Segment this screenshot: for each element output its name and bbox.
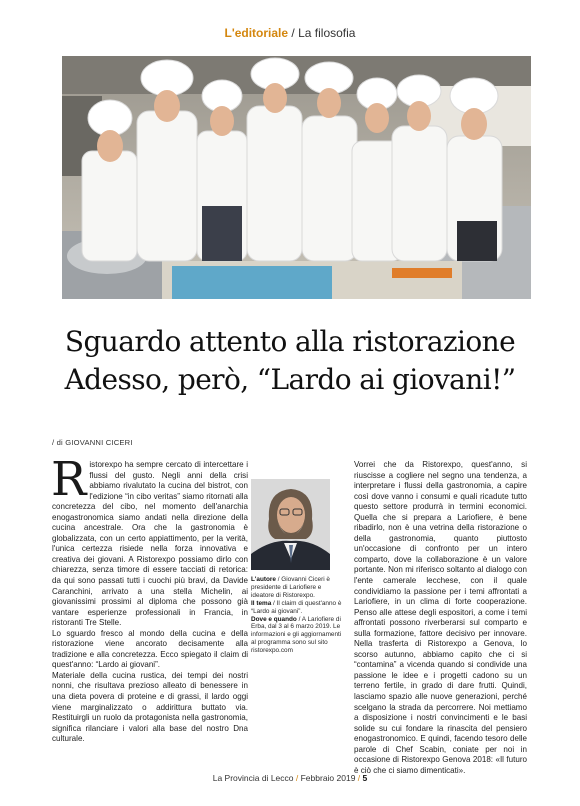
sidebar-author (251, 576, 343, 600)
sidebar-theme (251, 600, 343, 616)
sidebar-author-label: L'autore (251, 576, 276, 583)
sidebar-theme-text: / Il claim di quest'anno è “Lardo ai giovani”. (251, 599, 342, 615)
author-sidebar (251, 576, 343, 655)
article-paragraph (51, 452, 248, 629)
article-paragraph: Vorrei che da Ristorexpo, quest'anno, si riuscisse a cogliere nel segno una tendenza, a interpretare i flussi della gastronomia, a capire così dove vanno i consumi e quali ricadute tutto questo settore produrrà in termini economici. Quella che si prepara a Lariofiere, è bene ribadirlo, non è una vetrina della ristorazione o della gastronomia, quanto piuttosto un'occasione di confronto per un intero comparto, dove la collaborazione è un valore portante. Non mi riferisco soltanto al dialogo con l'ente camerale lecchese, con il quale condividiamo la passione per i temi affrontati a Lariofiere, in un clima di forte cooperazione. Penso alle attese degli espositori, a come i temi affrontati possono riverberarsi sul comparto e sulla formazione, fattore decisivo per innovare. Nella trasferta di Ristorexpo a Genova, lo scorso autunno, abbiamo capito che ci si “contamina” a vicenda quando si condivide una passione le idee e i progetti cadono su un terreno fertile, in grado di dare frutti. Quindi, lasciamo spazio alle nuove generazioni, perché scelgano la strada da percorrere. Noi mettiamo a disposizione i nostri convincimenti e le basi solide su cui fondare la rinascita del pensiero enogastronomico. E quindi, facendo tesoro delle parole di Chef Scabin, coniate per noi in occasione di Ristorexpo Genova 2018: «Il futuro è ciò che ci siamo dimenticati». (354, 460, 527, 775)
sidebar-when (251, 616, 343, 656)
subsection-label: La filosofia (298, 26, 356, 40)
headline-line-1: Sguardo attento alla ristorazione (64, 325, 516, 358)
headline-line-2: Adesso, però, “Lardo ai giovani!” (64, 363, 516, 396)
section-header (0, 26, 580, 40)
article-text: istorexpo ha sempre cercato di intercettare i flussi del gusto. Negli anni della crisi abbiamo rivalutato la cucina del bistrot, con l'edizione “in cibo veritas” siamo ritornati alla concretezza del cibo, nel momento dell'anarchia enogastronomica siamo andati nella direzione della cucina ancestrale. Ora che la gastronomia è globalizzata, con un certo appiattimento, per la verità, l'unica certezza risiede nella forza innovativa e creativa dei giovani. A Ristorexpo possiamo dirlo con chiarezza, senza timore di essere tacciati di retorica: da qui sono passati tutti i cuochi più bravi, da Davide Caranchini, arrivato a una stella Michelin, ai giovanissimi prossimi al diploma che possono già vantare esperienze professionali in Francia, in ristoranti Tre Stelle. (52, 460, 248, 628)
footer-date: Febbraio 2019 (300, 773, 356, 783)
main-photo (62, 56, 531, 299)
section-label: L'editoriale (224, 26, 289, 40)
byline: / di GIOVANNI CICERI (52, 438, 133, 447)
page-footer (0, 773, 580, 783)
sidebar-author-text: / Giovanni Ciceri è presidente di Lariofiere e ideatore di Ristorexpo. (251, 576, 330, 599)
sidebar-when-label: Dove e quando (251, 615, 297, 623)
headline (0, 323, 580, 399)
article-paragraph: Lo sguardo fresco al mondo della cucina e della ristorazione viene ancorato decisamente alla tradizione e alla concretezza. Ecco spiegato il claim di quest'anno: “Lardo ai giovani”. (52, 628, 248, 670)
sidebar-when-text: / A Lariofiere di Erba, dal 3 al 6 marzo 2019. Le informazioni e gli aggiornamenti al programma sono sul sito ristorexpo.com (251, 615, 342, 655)
footer-separator: / (293, 773, 301, 783)
article-paragraph: Materiale della cucina rustica, dei tempi dei nostri nonni, che risultava prezioso alleato di benessere in una dieta povera di proteine e di grassi, il lardo oggi viene marginalizzato o addirittura buttato via. Restituirgli un ruolo da protagonista nella gastronomia, significa rilanciare i valori alla base del nostro Dna culturale. (52, 670, 248, 744)
article-column-1 (51, 452, 248, 745)
footer-separator: / (355, 773, 363, 783)
article-column-3 (354, 460, 527, 776)
footer-publication: La Provincia di Lecco (212, 773, 294, 783)
page-number: 5 (362, 773, 368, 783)
sidebar-theme-label: Il tema (251, 599, 272, 607)
author-photo (251, 479, 330, 570)
dropcap: R (51, 452, 87, 507)
header-separator: / (288, 26, 299, 40)
